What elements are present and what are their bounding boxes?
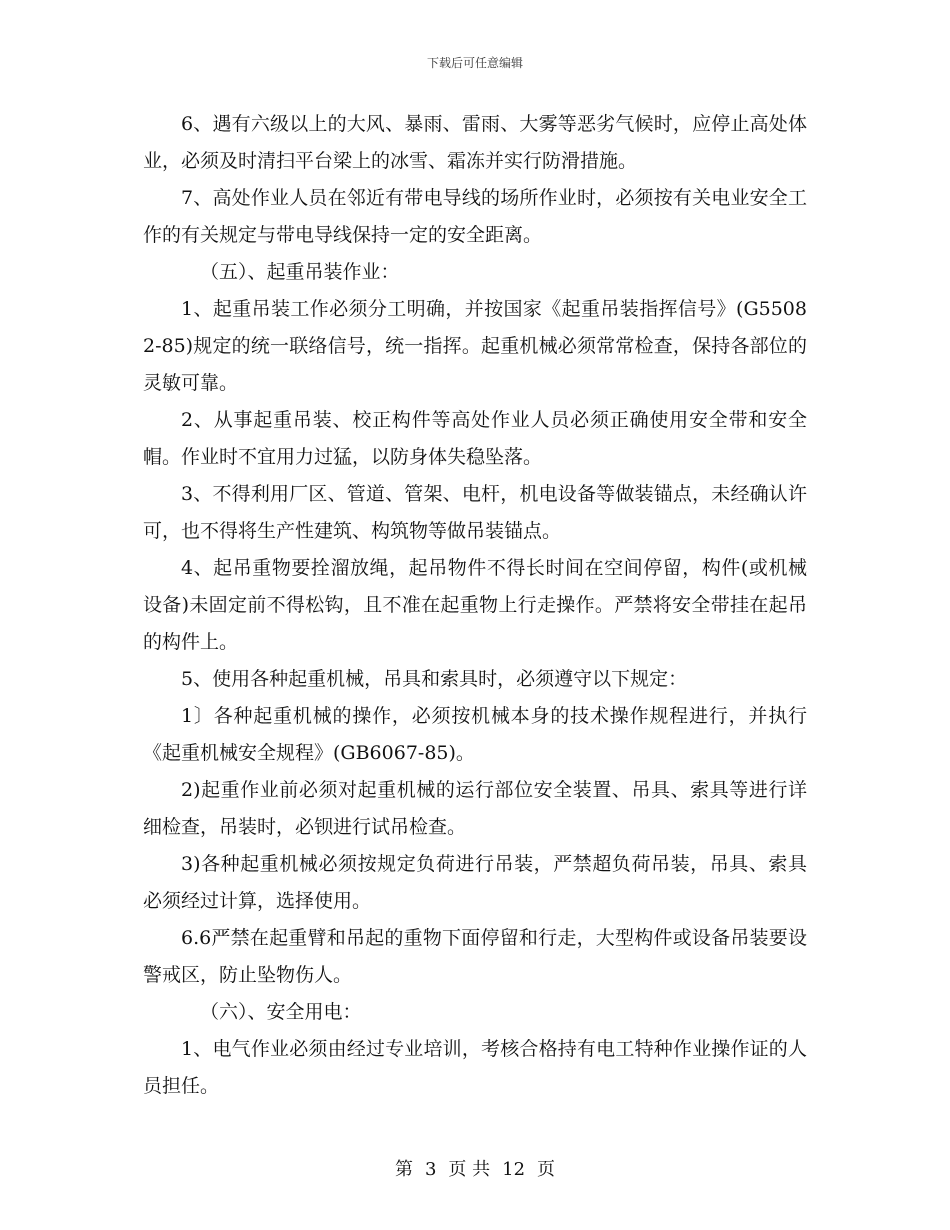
paragraph: 3、不得利用厂区、管道、管架、电杆，机电设备等做装锚点，未经确认许可，也不得将生产性建筑、构筑物等做吊装锚点。 [143,483,807,542]
section-heading: （五）、起重吊装作业： [200,261,400,283]
paragraph: 2、从事起重吊装、校正构件等高处作业人员必须正确使用安全带和安全帽。作业时不宜用力过猛，以防身体失稳坠落。 [143,409,807,468]
section-heading: （六）、安全用电： [200,1001,362,1023]
paragraph: 1、电气作业必须由经过专业培训，考核合格持有电工特种作业操作证的人员担任。 [143,1038,807,1097]
page-footer [0,1155,950,1181]
document-body [143,106,807,1105]
footer-prefix: 第 [394,1159,413,1180]
footer-middle: 页 共 [448,1159,491,1180]
paragraph: 3)各种起重机械必须按规定负荷进行吊装，严禁超负荷吊装，吊具、索具必须经过计算，选择使用。 [143,853,807,912]
paragraph: 6、遇有六级以上的大风、暴雨、雷雨、大雾等恶劣气候时，应停止高处体业，必须及时清扫平台梁上的冰雪、霜冻并实行防滑措施。 [143,113,807,172]
paragraph: 5、使用各种起重机械，吊具和索具时，必须遵守以下规定： [181,668,688,690]
page-header: 下载后可任意编辑 [426,56,523,70]
paragraph: 6.6严禁在起重臂和吊起的重物下面停留和行走，大型构件或设备吊装要设警戒区，防止坠物伤人。 [143,927,807,986]
paragraph: 7、高处作业人员在邻近有带电导线的场所作业时，必须按有关电业安全工作的有关规定与带电导线保持一定的安全距离。 [143,187,807,246]
page-number: 3 [424,1159,437,1180]
paragraph: 1、起重吊装工作必须分工明确，并按国家《起重吊装指挥信号》(G55082-85)规定的统一联络信号，统一指挥。起重机械必须常常检查，保持各部位的灵敏可靠。 [143,298,807,394]
total-pages: 12 [502,1159,526,1180]
footer-suffix: 页 [537,1159,556,1180]
paragraph: 1〕各种起重机械的操作，必须按机械本身的技术操作规程进行，并执行《起重机械安全规程》(GB6067-85)。 [143,705,807,764]
paragraph: 4、起吊重物要拴溜放绳，起吊物件不得长时间在空间停留，构件(或机械设备)未固定前不得松钩，且不准在起重物上行走操作。严禁将安全带挂在起吊的构件上。 [143,557,807,653]
paragraph: 2)起重作业前必须对起重机械的运行部位安全装置、吊具、索具等进行详细检查，吊装时，必钡进行试吊检查。 [143,779,807,838]
